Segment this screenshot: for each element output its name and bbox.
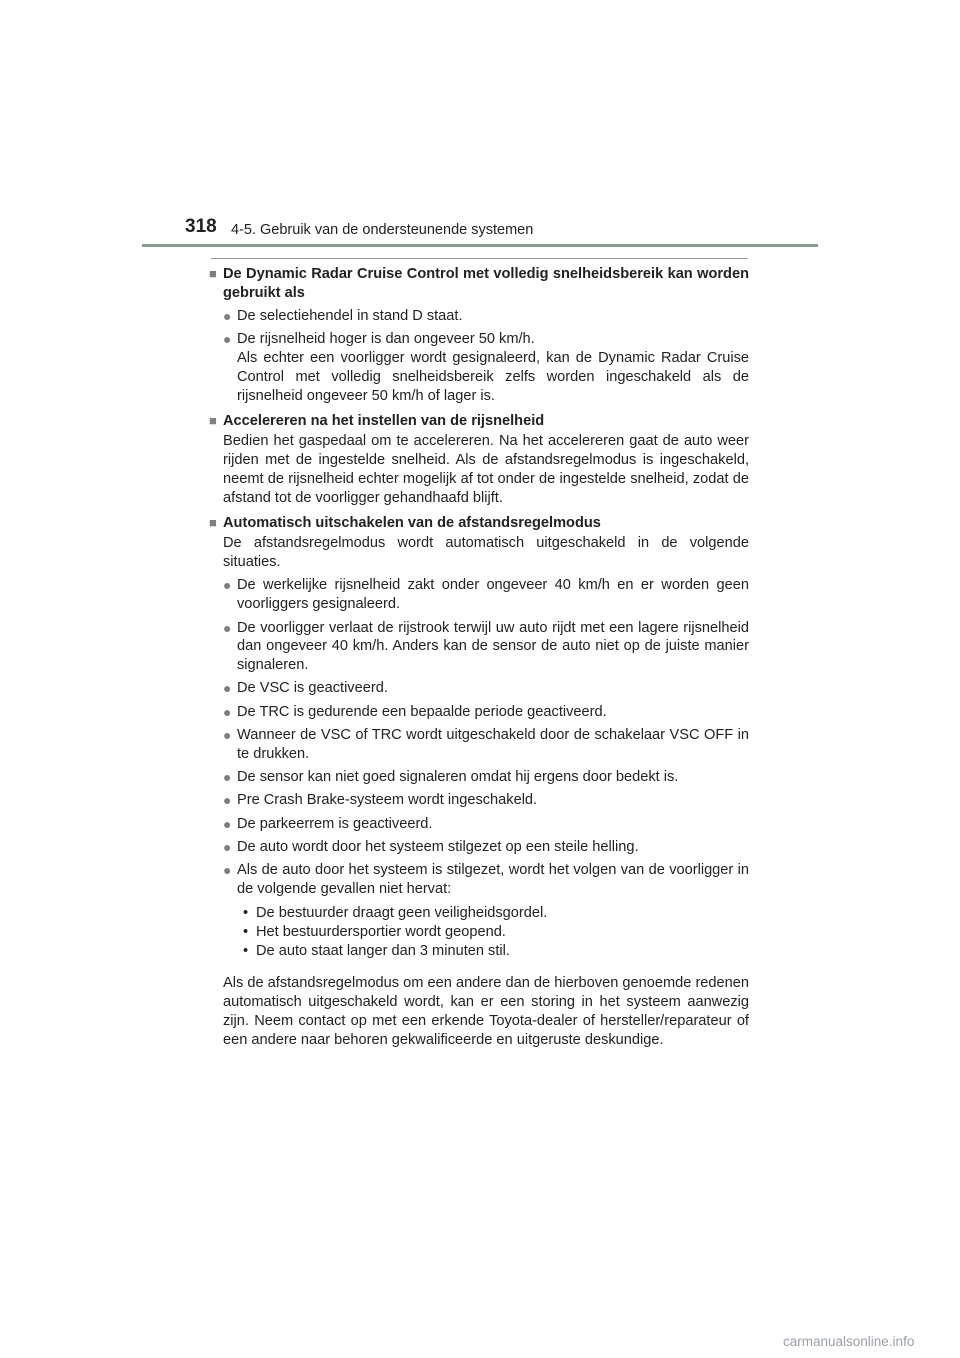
sub-list-item-text: De bestuurder draagt geen veiligheidsgordel. xyxy=(256,904,548,921)
content-divider xyxy=(211,258,748,259)
list-item-text: Pre Crash Brake-systeem wordt ingeschakeld. xyxy=(237,792,538,809)
page-number: 318 xyxy=(185,216,217,237)
round-bullet-icon: ● xyxy=(223,331,232,348)
sub-list-item xyxy=(243,923,749,942)
round-bullet-icon: ● xyxy=(223,680,232,697)
list-item-text: De TRC is gedurende een bepaalde periode geactiveerd. xyxy=(237,703,607,720)
round-bullet-icon: ● xyxy=(223,577,232,594)
round-bullet-icon: ● xyxy=(223,815,232,832)
square-bullet-icon: ■ xyxy=(209,412,217,428)
list-item xyxy=(223,815,749,834)
section-heading-full-speed-range xyxy=(209,265,749,303)
list-item-text: De voorligger verlaat de rijstrook terwijl uw auto rijdt met een lagere rijsnelheid dan ongeveer 40 km/h. Anders kan de sensor de auto niet op de juiste manier signaleren. xyxy=(237,619,749,674)
list-item-text: De VSC is geactiveerd. xyxy=(237,680,388,697)
list-item xyxy=(223,861,749,899)
list-item xyxy=(223,330,749,405)
round-bullet-icon: ● xyxy=(223,769,232,786)
round-bullet-icon: ● xyxy=(223,308,232,325)
round-bullet-icon: ● xyxy=(223,619,232,636)
sub-list-item-text: Het bestuurdersportier wordt geopend. xyxy=(256,923,506,940)
list-item xyxy=(223,679,749,698)
list-item-text: De auto wordt door het systeem stilgezet op een steile helling. xyxy=(237,839,639,856)
list-item-text: De parkeerrem is geactiveerd. xyxy=(237,815,433,832)
list-item-text: De werkelijke rijsnelheid zakt onder ongeveer 40 km/h en er worden geen voorliggers gesignaleerd. xyxy=(237,577,749,613)
round-bullet-icon: ● xyxy=(223,839,232,856)
paragraph: De afstandsregelmodus wordt automatisch uitgeschakeld in de volgende situaties. xyxy=(223,535,749,571)
round-bullet-icon: ● xyxy=(223,727,232,744)
list-item-text: De sensor kan niet goed signaleren omdat hij ergens door bedekt is. xyxy=(237,769,679,786)
small-bullet-icon: • xyxy=(243,904,249,921)
list-item-text: De rijsnelheid hoger is dan ongeveer 50 km/h. Als echter een voorligger wordt gesignaleerd, kan de Dynamic Radar Cruise Control met volledig snelheidsbereik zelfs worden ingeschakeld als de rijsnelheid ongeveer 50 km/h of lager is. xyxy=(237,331,749,404)
small-bullet-icon: • xyxy=(243,923,249,940)
list-item xyxy=(223,726,749,764)
list-item xyxy=(223,703,749,722)
round-bullet-icon: ● xyxy=(223,862,232,879)
square-bullet-icon: ■ xyxy=(209,266,217,281)
section-heading-accelerating xyxy=(209,412,749,431)
square-bullet-icon: ■ xyxy=(209,514,217,530)
sub-list xyxy=(243,904,749,960)
section-heading-auto-cancel xyxy=(209,514,749,533)
list-item xyxy=(223,576,749,614)
heading-text: Accelereren na het instellen van de rijsnelheid xyxy=(223,412,545,429)
sub-list-item xyxy=(243,942,749,961)
list-item xyxy=(223,619,749,675)
heading-text: Automatisch uitschakelen van de afstandsregelmodus xyxy=(223,514,601,531)
watermark: carmanualsonline.info xyxy=(783,1334,915,1349)
small-bullet-icon: • xyxy=(243,942,249,959)
paragraph: Bedien het gaspedaal om te accelereren. Na het accelereren gaat de auto weer rijden met de ingestelde snelheid. Als de afstandsregelmodus is ingeschakeld, neemt de rijsnelheid echter mogelijk af tot onder de ingestelde snelheid, zodat de afstand tot de voorligger gehandhaafd blijft. xyxy=(223,433,749,506)
closing-paragraph: Als de afstandsregelmodus om een andere dan de hierboven genoemde redenen automatisch uitgeschakeld wordt, kan er een storing in het systeem aanwezig zijn. Neem contact op met een erkende Toyota-dealer of hersteller/reparateur of een andere naar behoren gekwalificeerde en uitgeruste deskundige. xyxy=(223,975,749,1048)
header-divider xyxy=(142,244,818,247)
list-item-text: De selectiehendel in stand D staat. xyxy=(237,308,463,325)
round-bullet-icon: ● xyxy=(223,703,232,720)
list-item xyxy=(223,791,749,810)
round-bullet-icon: ● xyxy=(223,792,232,809)
section-title: 4-5. Gebruik van de ondersteunende systemen xyxy=(231,222,534,238)
list-item xyxy=(223,307,749,326)
list-item xyxy=(223,768,749,787)
page-content xyxy=(209,265,749,1049)
sub-list-item-text: De auto staat langer dan 3 minuten stil. xyxy=(256,942,510,959)
heading-text: De Dynamic Radar Cruise Control met volledig snelheidsbereik kan worden gebruikt als xyxy=(223,266,749,301)
list-item-text: Als de auto door het systeem is stilgezet, wordt het volgen van de voorligger in de volgende gevallen niet hervat: xyxy=(237,862,749,898)
list-item xyxy=(223,838,749,857)
list-item-text: Wanneer de VSC of TRC wordt uitgeschakeld door de schakelaar VSC OFF in te drukken. xyxy=(237,727,749,762)
sub-list-item xyxy=(243,904,749,923)
